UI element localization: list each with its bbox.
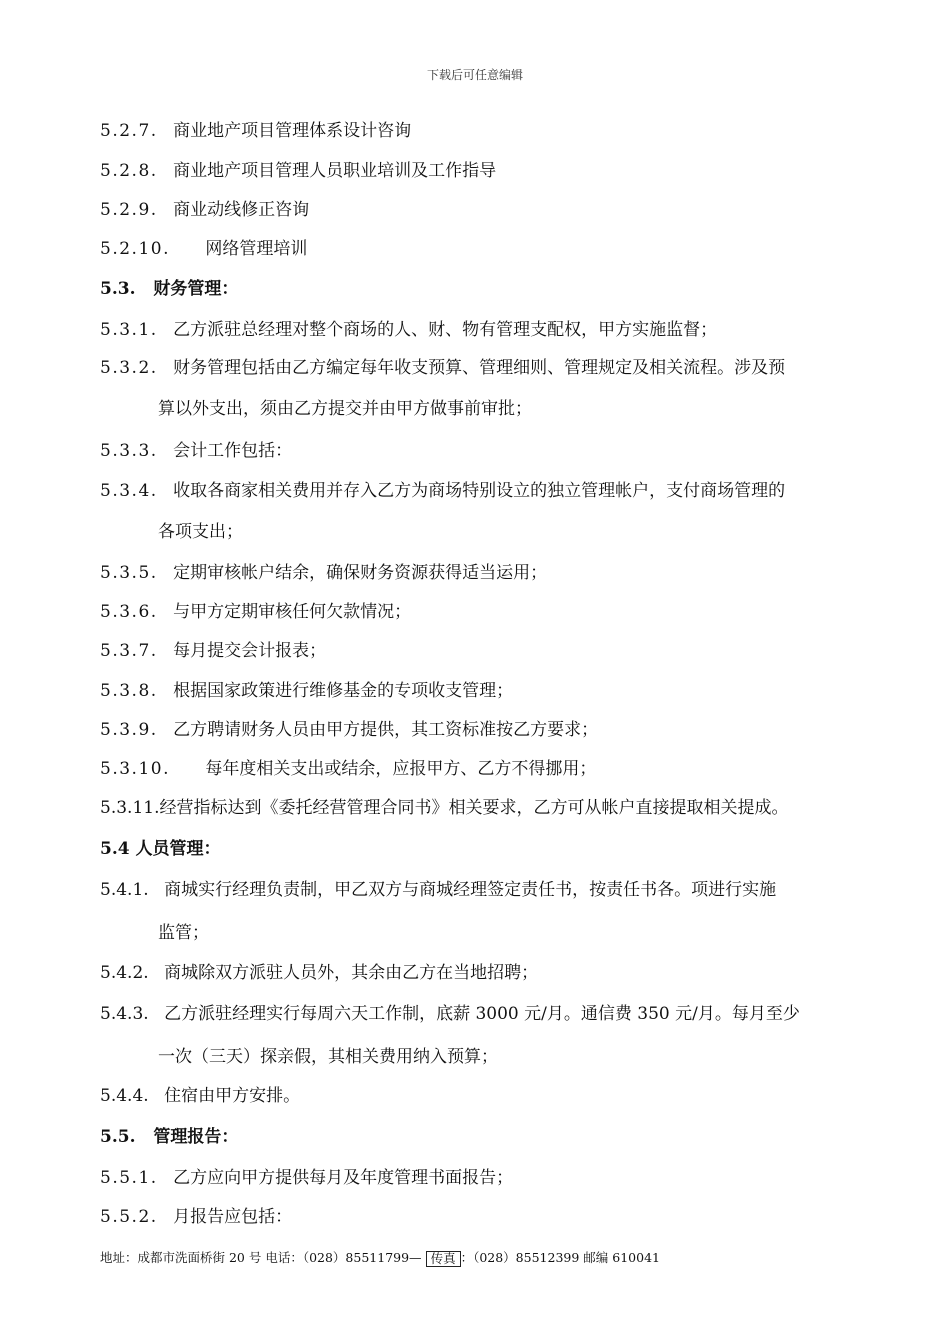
clause-number: 5.2.8.: [100, 161, 158, 181]
clause-number: 5.2.10.: [100, 239, 170, 259]
clause-continuation: [158, 398, 532, 420]
list-item-5-3-2: [100, 357, 785, 379]
list-item-5-3-7: [100, 640, 326, 662]
clause-text: 乙方派驻经理实行每周六天工作制，底薪 3000 元/月。通信费 350 元/月。每月至少: [164, 1004, 800, 1024]
list-item-5-5-1: [100, 1167, 513, 1189]
clause-text: 乙方派驻总经理对整个商场的人、财、物有管理支配权，甲方实施监督；: [173, 320, 718, 340]
clause-continuation: [158, 922, 209, 944]
clause-number: 5.2.7.: [100, 121, 158, 141]
list-item-5-4-3: [100, 1003, 800, 1025]
list-item-5-3-6: [100, 601, 411, 623]
list-item-5-3-9: [100, 719, 598, 741]
clause-text: 经营指标达到《委托经营管理合同书》相关要求，乙方可从帐户直接提取相关提成。: [159, 798, 789, 818]
section-heading-5-5: [100, 1126, 238, 1148]
clause-text: 商业地产项目管理人员职业培训及工作指导: [173, 161, 497, 181]
list-item-5-2-7: [100, 120, 411, 142]
section-number: 5.5.: [100, 1127, 136, 1147]
clause-number: 5.3.8.: [100, 681, 158, 701]
clause-number: 5.3.4.: [100, 481, 158, 501]
clause-text: 监管；: [158, 923, 209, 943]
clause-number: 5.5.2.: [100, 1207, 158, 1227]
section-number: 5.4: [100, 839, 130, 859]
clause-text: 算以外支出，须由乙方提交并由甲方做事前审批；: [158, 399, 532, 419]
clause-text: 商城实行经理负责制，甲乙双方与商城经理签定责任书，按责任书各。项进行实施: [164, 880, 777, 900]
clause-number: 5.3.11.: [100, 798, 160, 818]
fax-label: 传真: [430, 1250, 456, 1266]
footer-address: 地址：成都市洗面桥街 20 号 电话：（028）85511799—: [100, 1250, 422, 1265]
section-title: 财务管理：: [153, 279, 239, 299]
clause-text: 每年度相关支出或结余，应报甲方、乙方不得挪用；: [205, 759, 597, 779]
clause-number: 5.3.1.: [100, 320, 158, 340]
section-heading-5-4: [100, 838, 221, 860]
clause-text: 商城除双方派驻人员外，其余由乙方在当地招聘；: [164, 963, 539, 983]
list-item-5-2-10: [100, 238, 307, 260]
clause-text: 定期审核帐户结余，确保财务资源获得适当运用；: [173, 563, 548, 583]
clause-number: 5.5.1.: [100, 1168, 158, 1188]
clause-number: 5.3.5.: [100, 563, 158, 583]
list-item-5-3-1: [100, 319, 717, 341]
clause-continuation: [158, 521, 243, 543]
list-item-5-2-9: [100, 199, 309, 221]
clause-number: 5.4.3.: [100, 1004, 149, 1024]
list-item-5-4-4: [100, 1085, 300, 1107]
clause-number: 5.3.9.: [100, 720, 158, 740]
list-item-5-5-2: [100, 1206, 292, 1228]
clause-text: 住宿由甲方安排。: [164, 1086, 301, 1106]
clause-number: 5.3.7.: [100, 641, 158, 661]
clause-number: 5.3.6.: [100, 602, 158, 622]
clause-number: 5.4.2.: [100, 963, 149, 983]
clause-text: 收取各商家相关费用并存入乙方为商场特别设立的独立管理帐户，支付商场管理的: [173, 481, 786, 501]
section-heading-5-3: [100, 278, 238, 300]
clause-number: 5.3.10.: [100, 759, 170, 779]
footer-fax-postcode: ：（028）85512399 邮编 610041: [460, 1250, 660, 1265]
clause-number: 5.4.4.: [100, 1086, 149, 1106]
list-item-5-4-2: [100, 962, 538, 984]
clause-text: 各项支出；: [158, 522, 243, 542]
section-title: 管理报告：: [153, 1127, 239, 1147]
section-number: 5.3.: [100, 279, 136, 299]
page-footer: [100, 1248, 660, 1267]
clause-number: 5.3.2.: [100, 358, 158, 378]
clause-text: 财务管理包括由乙方编定每年收支预算、管理细则、管理规定及相关流程。涉及预: [173, 358, 786, 378]
section-title: 人员管理：: [135, 839, 221, 859]
clause-number: 5.4.1.: [100, 880, 149, 900]
clause-text: 乙方应向甲方提供每月及年度管理书面报告；: [173, 1168, 514, 1188]
clause-text: 月报告应包括：: [173, 1207, 293, 1227]
list-item-5-3-5: [100, 562, 547, 584]
clause-number: 5.2.9.: [100, 200, 158, 220]
clause-text: 根据国家政策进行维修基金的专项收支管理；: [173, 681, 514, 701]
clause-continuation: [158, 1046, 498, 1068]
clause-text: 商业动线修正咨询: [173, 200, 310, 220]
list-item-5-2-8: [100, 160, 496, 182]
list-item-5-3-3: [100, 440, 292, 462]
list-item-5-3-4: [100, 480, 785, 502]
list-item-5-3-10: [100, 758, 596, 780]
clause-number: 5.3.3.: [100, 441, 158, 461]
list-item-5-3-11: [100, 797, 788, 819]
clause-text: 会计工作包括：: [173, 441, 293, 461]
clause-text: 网络管理培训: [205, 239, 308, 259]
clause-text: 商业地产项目管理体系设计咨询: [173, 121, 412, 141]
clause-text: 与甲方定期审核任何欠款情况；: [173, 602, 412, 622]
clause-text: 一次（三天）探亲假，其相关费用纳入预算；: [158, 1047, 498, 1067]
clause-text: 每月提交会计报表；: [173, 641, 327, 661]
clause-text: 乙方聘请财务人员由甲方提供，其工资标准按乙方要求；: [173, 720, 599, 740]
list-item-5-4-1: [100, 879, 776, 901]
page-header: 下载后可任意编辑: [426, 68, 523, 82]
list-item-5-3-8: [100, 680, 513, 702]
fax-label-box: [426, 1251, 461, 1267]
